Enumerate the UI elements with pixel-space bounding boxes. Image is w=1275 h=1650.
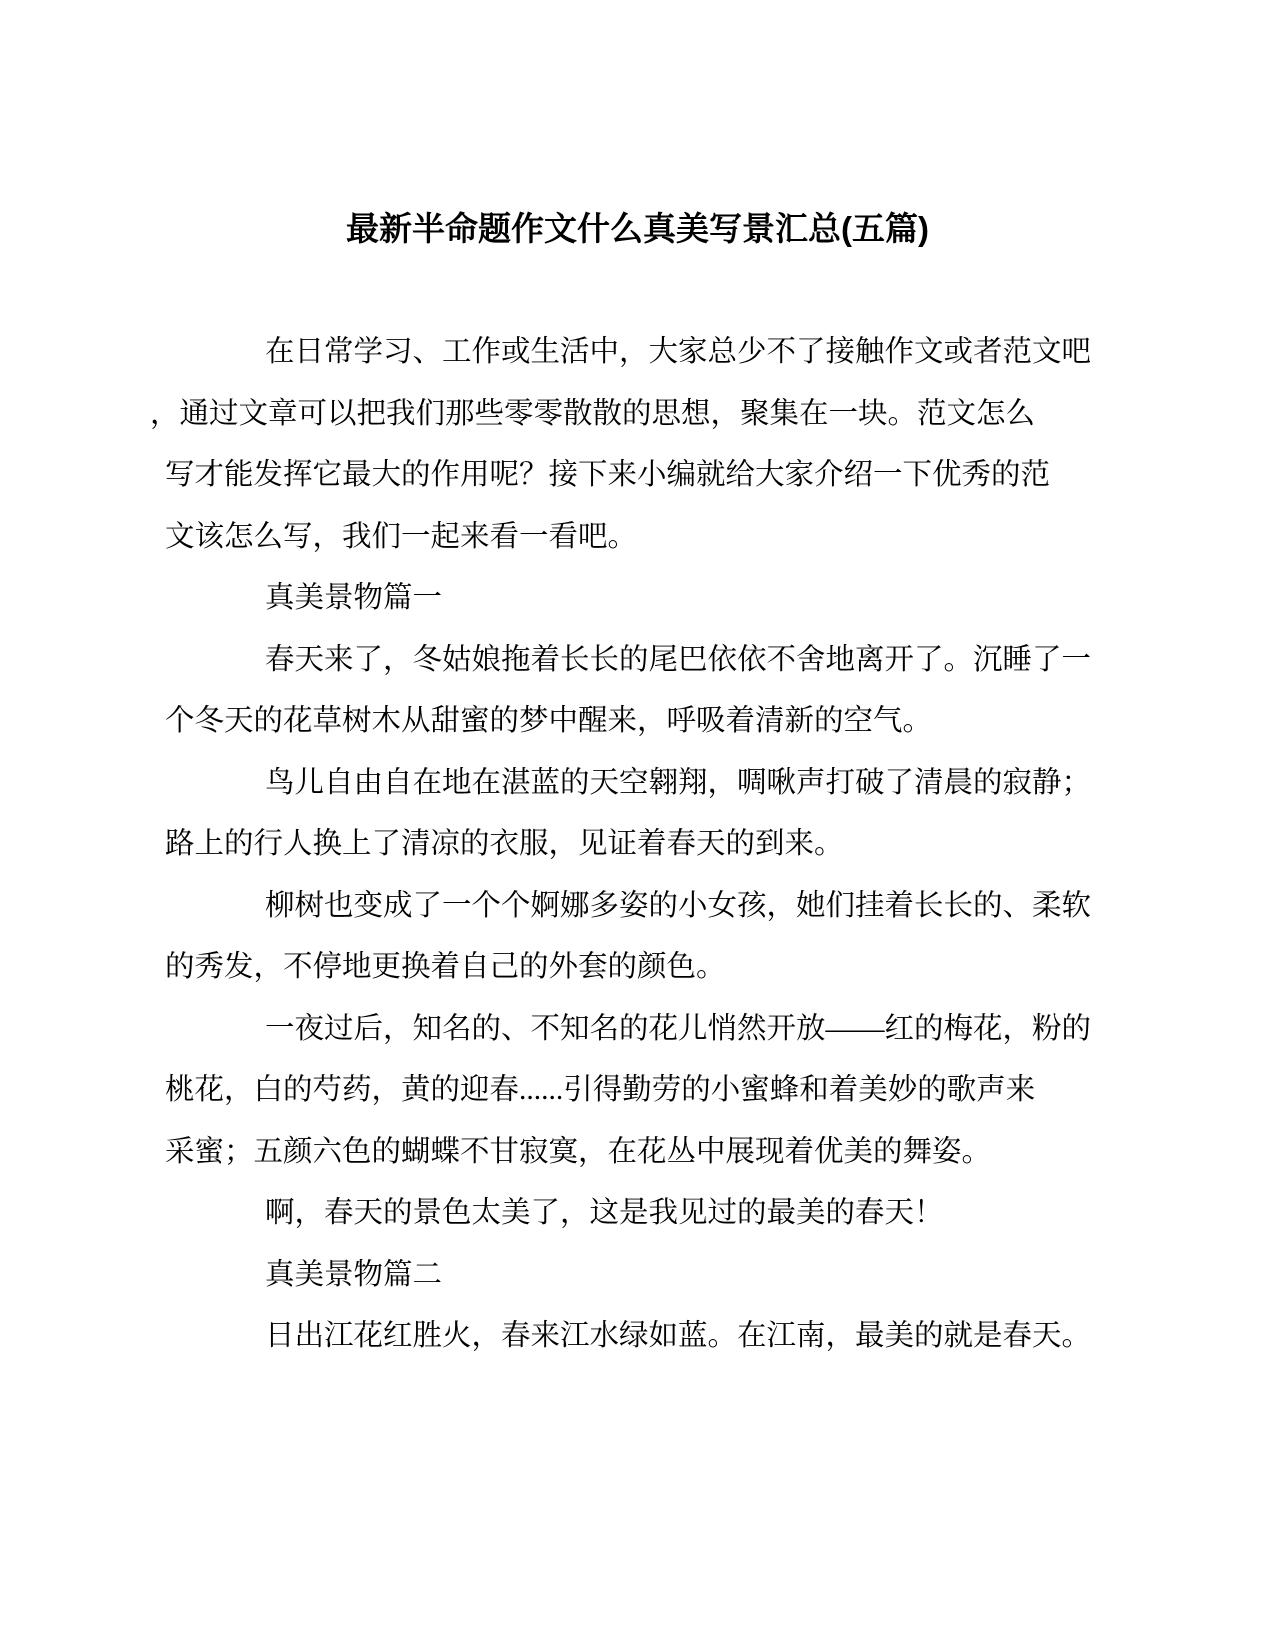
text-line: ，通过文章可以把我们那些零零散散的思想，聚集在一块。范文怎么 — [150, 397, 1036, 430]
text-line: 啊，春天的景色太美了，这是我见过的最美的春天！ — [265, 1197, 944, 1229]
text-line: 在日常学习、工作或生活中，大家总少不了接触作文或者范文吧 — [265, 336, 1092, 368]
text-line: 一夜过后，知名的、不知名的花儿悄然开放——红的梅花，粉的 — [265, 1012, 1092, 1045]
text-line: 日出江花红胜火，春来江水绿如蓝。在江南，最美的就是春天。 — [265, 1320, 1092, 1352]
document-title: 最新半命题作文什么真美写景汇总(五篇) — [346, 210, 929, 247]
text-line: 真美景物篇一 — [265, 582, 443, 614]
text-line: 的秀发，不停地更换着自己的外套的颜色。 — [165, 951, 726, 983]
text-line: 文该怎么写，我们一起来看一看吧。 — [165, 520, 638, 553]
text-line: 采蜜；五颜六色的蝴蝶不甘寂寞，在花丛中展现着优美的舞姿。 — [165, 1135, 992, 1168]
text-line: 个冬天的花草树木从甜蜜的梦中醒来，呼吸着清新的空气。 — [165, 705, 933, 737]
text-line: 桃花，白的芍药，黄的迎春......引得勤劳的小蜜蜂和着美妙的歌声来 — [165, 1074, 1036, 1106]
text-line: 真美景物篇二 — [265, 1258, 443, 1291]
text-line: 春天来了，冬姑娘拖着长长的尾巴依依不舍地离开了。沉睡了一 — [265, 643, 1092, 676]
text-line: 写才能发挥它最大的作用呢？接下来小编就给大家介绍一下优秀的范 — [165, 459, 1051, 491]
document-body — [150, 322, 1092, 1368]
text-line: 路上的行人换上了清凉的衣服，见证着春天的到来。 — [165, 828, 844, 860]
text-line: 鸟儿自由自在地在湛蓝的天空翱翔，啁啾声打破了清晨的寂静； — [265, 766, 1092, 799]
text-line: 柳树也变成了一个个婀娜多姿的小女孩，她们挂着长长的、柔软 — [265, 889, 1092, 922]
